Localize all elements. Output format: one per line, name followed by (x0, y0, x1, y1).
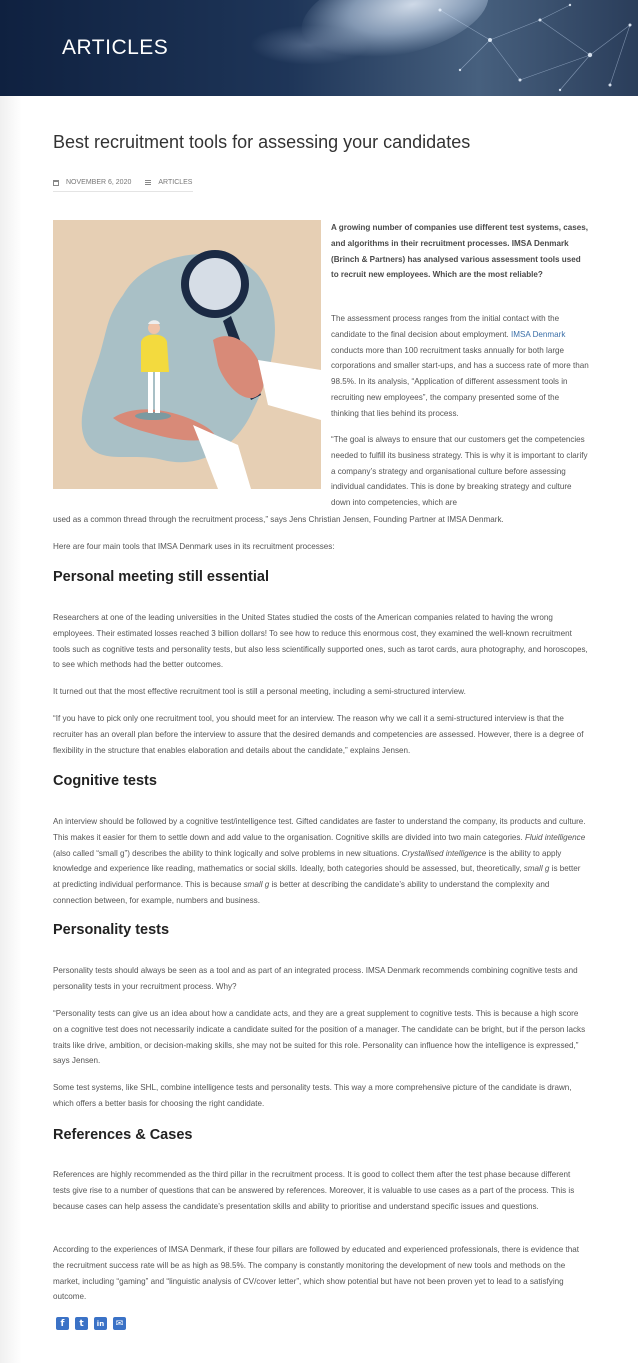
section-personal-meeting-p2: It turned out that the most effective recruitment tool is still a personal meeting, including a semi-structured interview. (53, 687, 466, 696)
section-personality-tests-p1: Personality tests should always be seen as a tool and as part of an integrated process. IMSA Denmark recommends combining cognitive tests and personality tests in your recruitment process. Why? (53, 966, 578, 991)
article-lead: A growing number of companies use different test systems, cases, and algorithms in their recruitment processes. IMSA Denmark (Brinch & Partners) has analysed various assessment tools used to recruit new employees. Which are the most reliable? (331, 223, 588, 280)
quote-paragraph: “The goal is always to ensure that our customers get the competencies needed to fulfill its business strategy. This is why it is important to clarify a company’s strategy and organisational culture before assessing individual candidates. This is done by breaking strategy and culture down into competencies, which are (331, 435, 588, 508)
facebook-icon[interactable]: f (56, 1317, 69, 1330)
fluid-intelligence-term: Fluid intelligence (524, 832, 586, 842)
small-g-term: small g (523, 864, 550, 874)
calendar-icon (53, 180, 59, 186)
section-references-cases-p1: References are highly recommended as the third pillar in the recruitment process. It is good to collect them after the test phase because different tests give rise to a number of questions that can be answered by references. Moreover, it is valuable to use cases as a part of the process. This is because cases can help assess the candidate’s presentation skills and ability to prioritise and understand specific issues and questions. (53, 1170, 575, 1211)
article-category[interactable]: ARTICLES (158, 179, 193, 186)
article-title: Best recruitment tools for assessing your candidates (53, 132, 471, 152)
email-icon[interactable]: ✉ (113, 1317, 126, 1330)
cognitive-text-e: is better at describing the candidate’s ability to understand the complexity and connection between, for example, numbers and business. (53, 880, 550, 905)
crystallised-intelligence-term: Crystallised intelligence (401, 848, 487, 858)
section-personality-tests-p2: “Personality tests can give us an idea about how a candidate acts, and they are a great supplement to cognitive tests. This is because a high score on a cognitive test does not necessarily indicate a candidate suited for the position of a manager. The candidate can be bright, but if the person lacks traits like drive, ambition, or decision-making skills, she may not be suited for this role. Personality can influence how the intelligence is expressed,” says Jensen. (53, 1009, 586, 1066)
hero-title: ARTICLES (62, 36, 169, 59)
page-left-shadow (0, 96, 22, 1363)
section-personal-meeting-p1: Researchers at one of the leading universities in the United States studied the costs of the American companies related to having the wrong employees. Their estimated losses reached 3 billion dollars! To see how to reduce this enormous cost, they examined the well-known recruitment tools such as cognitive tests and personality tests, but also less scientifically supported ones, such as tarot cards, aura photography, and horoscopes, to see which methods had the better outcomes. (53, 613, 588, 670)
cognitive-text-a: An interview should be followed by a cognitive test/intelligence test. Gifted candidates are faster to understand the company, its products and culture. This makes it easier for them to settle down and add value to the organisation. Cognitive skills are divided into two main categories. (53, 817, 586, 842)
section-cognitive-tests-p1 (53, 814, 589, 909)
hero-network-graphic (420, 0, 638, 96)
intro-text-b: conducts more than 100 recruitment tasks annually for both large corporations and smaller start-ups, and has a success rate of more than 98.5%. In its analysis, “Application of different assessment tools in recruiting new employees”, the company presented some of the thinking that lies behind its process. (331, 345, 589, 418)
section-heading-cognitive-tests: Cognitive tests (53, 773, 157, 789)
hero-banner (0, 0, 638, 96)
category-icon (145, 180, 151, 185)
section-heading-references-cases: References & Cases (53, 1127, 193, 1143)
linkedin-icon[interactable]: in (94, 1317, 107, 1330)
section-heading-personal-meeting: Personal meeting still essential (53, 569, 269, 585)
quote-paragraph-continued: used as a common thread through the recruitment process,” says Jens Christian Jensen, Founding Partner at IMSA Denmark. (53, 515, 504, 524)
article-date[interactable]: NOVEMBER 6, 2020 (66, 179, 132, 186)
twitter-icon[interactable]: t (75, 1317, 88, 1330)
cognitive-text-c: is the ability to apply knowledge and experience like reading, mathematics or social skills. Ideally, both categories should be assessed, but, theoretically, (53, 848, 562, 874)
section-references-cases-p2: According to the experiences of IMSA Denmark, if these four pillars are followed by educated and experienced professionals, there is evidence that the recruitment success rate will be as high as 98.5%. The company is constantly monitoring the development of new tools and methods on the market, including “gaming” and “linguistic analysis of CV/cover letter”, which show potential but have not been proven yet to lead to a satisfying outcome. (53, 1245, 579, 1302)
intro-text-a: The assessment process ranges from the initial contact with the candidate to the final decision about employment. (331, 314, 560, 339)
article-meta (53, 179, 193, 192)
cognitive-text-b: (also called “small g”) describes the ability to think logically and solve problems in new situations. (53, 848, 402, 858)
intro-paragraph (331, 311, 589, 422)
section-personal-meeting-p3: “If you have to pick only one recruitment tool, you should meet for an interview. The reason why we call it a semi-structured interview is that the recruiter has an overall plan before the interview to assure that the desired demands and competencies are assessed. However, there is a degree of flexibility in the structure that enables elaboration and details about the candidate,” explains Jensen. (53, 714, 584, 755)
imsa-denmark-link[interactable]: IMSA Denmark (510, 329, 566, 339)
section-personality-tests-p3: Some test systems, like SHL, combine intelligence tests and personality tests. This way a more comprehensive picture of the candidate is drawn, which offers a better basis for choosing the right candidate. (53, 1083, 572, 1108)
section-heading-personality-tests: Personality tests (53, 922, 170, 938)
cognitive-text-d: is better at predicting individual performance. This is because (53, 864, 581, 890)
tools-intro: Here are four main tools that IMSA Denmark uses in its recruitment processes: (53, 542, 335, 551)
share-buttons (56, 1317, 126, 1330)
article-illustration (53, 220, 321, 489)
small-g-term-2: small g (243, 880, 270, 890)
